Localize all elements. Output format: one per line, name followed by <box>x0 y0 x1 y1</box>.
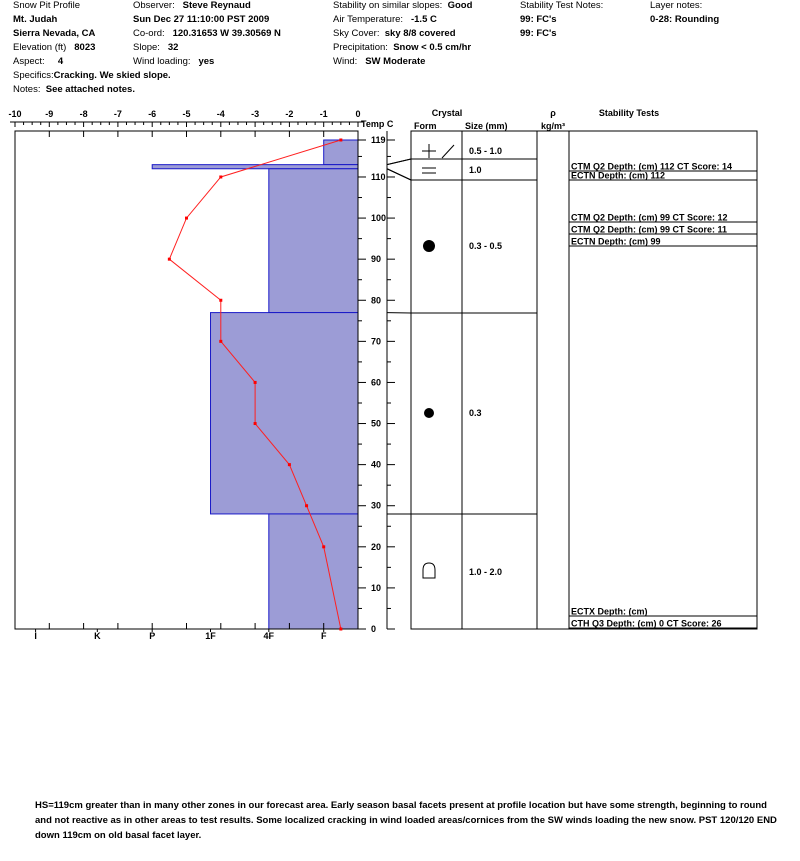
temperature-point <box>305 504 308 507</box>
observer: Observer: Steve Reynaud <box>133 0 251 11</box>
depth-tick-label: 20 <box>371 541 382 552</box>
depth-tick-label: 0 <box>371 624 377 634</box>
hardness-tick-label: I <box>34 631 37 641</box>
temperature-point <box>219 175 222 178</box>
hardness-tick-label: 1F <box>205 631 216 641</box>
size-column-header: Size (mm) <box>465 121 508 131</box>
profile-title: Snow Pit Profile <box>13 0 81 11</box>
temp-tick-label: -7 <box>113 109 122 119</box>
rounded-grain-icon <box>424 408 434 418</box>
temp-tick-label: -10 <box>8 109 22 119</box>
depth-tick-label: 100 <box>371 213 387 224</box>
new-snow-icon <box>442 145 454 158</box>
wind-loading: Wind loading: yes <box>133 56 215 67</box>
rounded-grain-icon <box>423 240 435 252</box>
stability-test-label: ECTN Depth: (cm) 112 <box>571 170 666 181</box>
temp-tick-label: -8 <box>79 109 88 119</box>
footer-notes: HS=119cm greater than in many other zones in our forecast area. Early season basal facets present at profile location but have some strength, beginning to round and not reactive as in other areas to test results. Some localized cracking in wind loaded areas/cornices from the SW winds loading the new snow. PST 120/120 END down 119cm on old basal facet layer. <box>35 800 777 841</box>
hardness-layer-bar <box>211 313 358 514</box>
layer-note-1: 0-28: Rounding <box>650 14 720 25</box>
layer-notes-label: Layer notes: <box>650 0 703 11</box>
hardness-layer-bar <box>269 169 358 313</box>
crystal-table-frame <box>411 131 569 629</box>
depth-tick-label: 119 <box>371 135 386 145</box>
stability-test-label: CTM Q2 Depth: (cm) 99 CT Score: 11 <box>571 224 728 235</box>
air-temperature: Air Temperature: -1.5 C <box>333 14 437 25</box>
depth-tick-label: 60 <box>371 377 382 388</box>
temperature-point <box>219 299 222 302</box>
stability-test-label: CTH Q3 Depth: (cm) 0 CT Score: 26 <box>571 618 722 629</box>
stability-test-label: ECTN Depth: (cm) 99 <box>571 236 661 247</box>
sky-cover: Sky Cover: sky 8/8 covered <box>333 28 456 39</box>
density-unit: kg/m³ <box>540 121 566 131</box>
depth-tick-label: 50 <box>371 418 382 429</box>
crystal-column-header: Crystal <box>431 108 463 118</box>
wind: Wind: SW Moderate <box>333 56 426 67</box>
crystal-size-label: 0.3 - 0.5 <box>469 241 503 251</box>
precipitation: Precipitation: Snow < 0.5 cm/hr <box>333 42 472 53</box>
temperature-point <box>185 217 188 220</box>
temp-axis-label: Temp C <box>361 119 394 129</box>
stability-test-note-1: 99: FC's <box>520 14 557 25</box>
hardness-tick-label: K <box>94 631 101 641</box>
stability-test-label: CTM Q2 Depth: (cm) 99 CT Score: 12 <box>571 212 728 223</box>
depth-tick-label: 40 <box>371 459 382 470</box>
temp-tick-label: -4 <box>216 109 225 119</box>
temp-tick-label: -2 <box>285 109 294 119</box>
density-symbol: ρ <box>550 108 556 118</box>
temperature-point <box>339 139 342 142</box>
temperature-point <box>254 422 257 425</box>
temperature-point <box>168 258 171 261</box>
crystal-size-label: 1.0 <box>469 165 482 175</box>
stability-table-frame <box>569 131 757 629</box>
crystal-size-label: 0.5 - 1.0 <box>469 146 503 156</box>
crystal-size-label: 1.0 - 2.0 <box>469 567 503 577</box>
hardness-tick-label: F <box>320 631 327 641</box>
stability-column-header: Stability Tests <box>598 108 660 118</box>
specifics: Specifics:Cracking. We skied slope. <box>13 70 171 81</box>
temp-tick-label: -9 <box>45 109 54 119</box>
coordinates: Co-ord: 120.31653 W 39.30569 N <box>133 28 281 39</box>
temp-tick-label: -5 <box>182 109 191 119</box>
observation-date: Sun Dec 27 11:10:00 PST 2009 <box>133 14 270 25</box>
stability-test-label: CTM Q2 Depth: (cm) 112 CT Score: 14 <box>571 161 733 172</box>
stability-similar: Stability on similar slopes: Good <box>333 0 473 11</box>
hardness-layer-bar <box>269 514 358 629</box>
temperature-point <box>288 463 291 466</box>
temperature-point <box>219 340 222 343</box>
form-column-header: Form <box>414 121 437 131</box>
stability-test-label: ECTX Depth: (cm) <box>571 606 648 617</box>
temp-tick-label: -6 <box>148 109 157 119</box>
location-name: Mt. Judah <box>13 14 58 25</box>
temperature-point <box>254 381 257 384</box>
aspect: Aspect: 4 <box>13 56 64 67</box>
stability-test-notes-label: Stability Test Notes: <box>520 0 604 11</box>
depth-tick-label: 10 <box>371 582 382 593</box>
temp-tick-label: -1 <box>319 109 328 119</box>
depth-tick-label: 110 <box>371 171 386 182</box>
depth-tick-label: 80 <box>371 295 382 306</box>
depth-tick-label: 30 <box>371 500 382 511</box>
depth-hoar-icon <box>423 563 435 578</box>
temp-tick-label: -3 <box>251 109 260 119</box>
hardness-tick-label: P <box>149 631 156 641</box>
depth-tick-label: 90 <box>371 254 382 265</box>
notes: Notes: See attached notes. <box>13 84 135 95</box>
crystal-size-label: 0.3 <box>469 408 482 418</box>
layer-leader-line <box>387 159 411 165</box>
temperature-point <box>322 545 325 548</box>
temp-tick-label: 0 <box>355 109 361 119</box>
layer-leader-line <box>387 169 411 180</box>
region-name: Sierra Nevada, CA <box>13 28 96 39</box>
slope: Slope: 32 <box>133 42 179 53</box>
depth-tick-label: 70 <box>371 336 382 347</box>
temperature-point <box>339 628 342 631</box>
elevation: Elevation (ft) 8023 <box>13 42 96 53</box>
hardness-tick-label: 4F <box>263 631 275 641</box>
stability-test-note-2: 99: FC's <box>520 28 557 39</box>
